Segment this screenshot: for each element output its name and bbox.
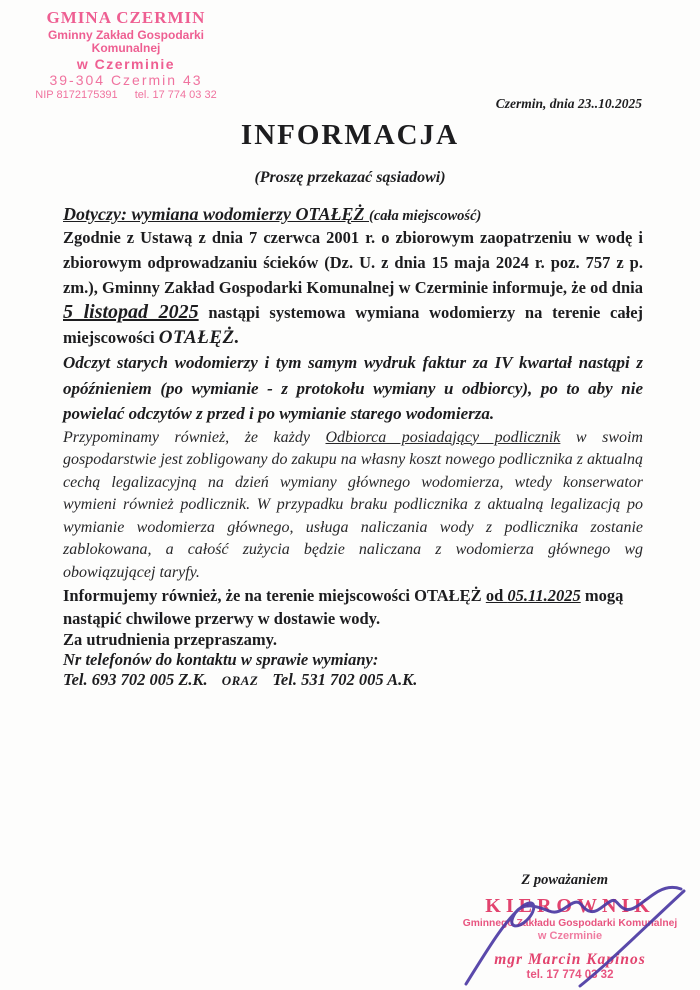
subject-main: Dotyczy: wymiana wodomierzy OTAŁĘŻ	[63, 204, 369, 224]
paragraph-submeter	[63, 427, 643, 585]
sender-nip: NIP 8172175391	[35, 89, 118, 102]
interrupt-date-prefix: od	[485, 586, 508, 605]
sender-nip-tel-line	[16, 89, 236, 102]
subject-note: (cała miejscowość)	[368, 208, 482, 224]
document-body	[63, 204, 643, 690]
paragraph-legal-basis	[63, 225, 643, 350]
paragraph-apology: Za utrudnienia przepraszamy.	[63, 630, 278, 649]
manager-name: mgr Marcin Kapinos	[494, 950, 646, 968]
dateline: Czermin, dnia 23..10.2025	[495, 96, 642, 111]
submeter-text-rest: w swoim gospodarstwie jest zobligowany do zakupu na własny koszt nowego podlicznika z aktualną cechą legalizacyjną na dzień wymiany głównego wodomierza, wtedy konserwator wymieni również podlicznik. W przypadku braku podlicznika z aktualną legalizacją po wymianie wodomierza głównego, usługa naliczania wody z podlicznika zostanie zablokowana, a całość zużycia będzie naliczana z wodomierza głównego wg obowiązującej taryfy.	[63, 428, 643, 581]
submeter-underlined: Odbiorca posiadający podlicznik	[325, 428, 561, 446]
contact-phone-2: Tel. 531 702 005 A.K.	[272, 670, 418, 689]
subject-line	[63, 204, 643, 225]
document-subtitle: (Proszę przekazać sąsiadowi)	[254, 169, 446, 186]
sender-office-stamp	[16, 8, 236, 102]
paragraph-water-interruptions	[63, 584, 643, 630]
manager-org: Gminnego Zakładu Gospodarki Komunalnej	[462, 918, 678, 929]
manager-role: KIEROWNIK	[485, 895, 655, 917]
contact-phone-1: Tel. 693 702 005 Z.K.	[63, 670, 208, 689]
submeter-text-start: Przypominamy również, że każdy	[63, 428, 326, 446]
document-title: INFORMACJA	[240, 119, 460, 151]
contact-conjunction: ORAZ	[221, 673, 259, 688]
interrupt-date: 05.11.2025	[507, 586, 581, 605]
closing-phrase: Z poważaniem	[521, 872, 608, 888]
manager-signature-stamp	[452, 894, 688, 983]
legal-text-middle: nastąpi systemowa wymiana wodomierzy na terenie całej miejscowości	[63, 303, 644, 347]
interrupt-text-start: Informujemy również, że na terenie miejscowości OTAŁĘŻ	[63, 586, 486, 605]
sender-address: 39-304 Czermin 43	[49, 72, 203, 89]
sender-unit-name: Gminny Zakład Gospodarki Komunalnej	[47, 27, 205, 56]
replacement-start-date: 5 listopad 2025	[63, 301, 199, 323]
manager-place: w Czerminie	[537, 930, 603, 943]
sender-place: w Czerminie	[76, 56, 176, 73]
manager-phone: tel. 17 774 03 32	[526, 969, 614, 982]
contact-heading: Nr telefonów do kontaktu w sprawie wymiany:	[63, 650, 379, 669]
legal-text-start: Zgodnie z Ustawą z dnia 7 czerwca 2001 r. o zbiorowym zaopatrzeniu w wodę i zbiorowym odprowadzaniu ścieków (Dz. U. z dnia 15 maja 2024 r. poz. 757 z p. zm.), Gminny Zakład Gospodarki Komunalnej w Czerminie informuje, że od dnia	[63, 228, 643, 297]
sender-org-name: GMINA CZERMIN	[46, 8, 206, 27]
paragraph-meter-reading: Odczyt starych wodomierzy i tym samym wydruk faktur za IV kwartał nastąpi z opóźnieniem (po wymianie - z protokołu wymiany u odbiorcy), po to aby nie powielać odczytów z przed i po wymianie starego wodomierza.	[63, 353, 643, 423]
sender-phone: tel. 17 774 03 32	[134, 89, 217, 102]
interrupt-text-rest: mogą nastąpić chwilowe przerwy w dostawie wody.	[63, 586, 624, 628]
village-name: OTAŁĘŻ.	[158, 327, 240, 348]
contact-phones	[63, 670, 643, 690]
interrupt-date-underlined	[486, 586, 581, 605]
